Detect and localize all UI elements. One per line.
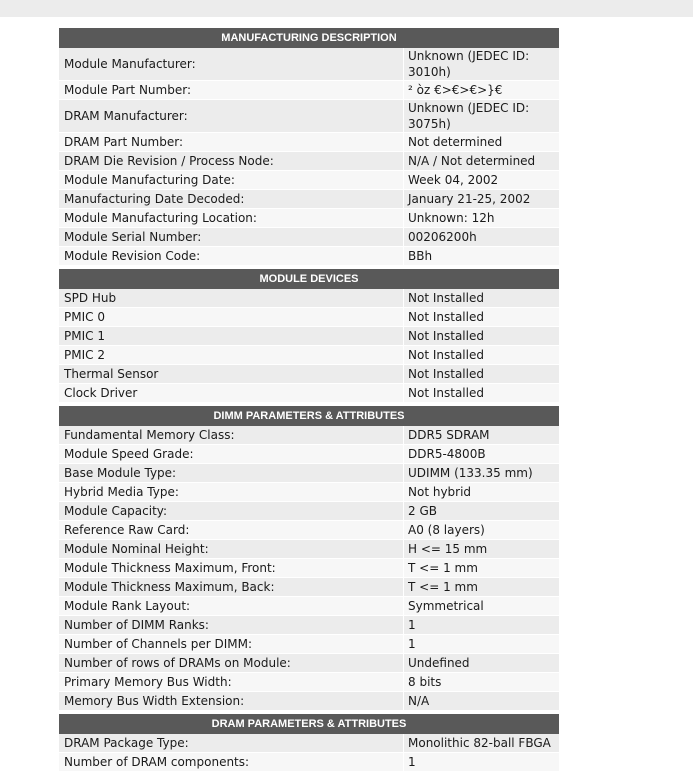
- row-label: PMIC 2: [59, 346, 404, 364]
- row-value: Symmetrical: [404, 597, 559, 615]
- row-label: DRAM Die Revision / Process Node:: [59, 152, 404, 170]
- row-label: PMIC 1: [59, 327, 404, 345]
- table-row: [59, 365, 559, 384]
- spd-report: [59, 27, 559, 774]
- table-row: [59, 171, 559, 190]
- row-value: H <= 15 mm: [404, 540, 559, 558]
- row-value: Not Installed: [404, 384, 559, 402]
- table-row: [59, 190, 559, 209]
- row-label: Module Part Number:: [59, 81, 404, 99]
- row-label: Number of rows of DRAMs on Module:: [59, 654, 404, 672]
- row-value: 1: [404, 753, 559, 771]
- row-label: Fundamental Memory Class:: [59, 426, 404, 444]
- row-label: Module Nominal Height:: [59, 540, 404, 558]
- row-label: Module Thickness Maximum, Back:: [59, 578, 404, 596]
- table-row: [59, 521, 559, 540]
- table-row: [59, 384, 559, 403]
- row-value: Week 04, 2002: [404, 171, 559, 189]
- row-value: Undefined: [404, 654, 559, 672]
- row-value: Not Installed: [404, 365, 559, 383]
- row-label: Primary Memory Bus Width:: [59, 673, 404, 691]
- section-header: MODULE DEVICES: [59, 268, 559, 289]
- table-row: [59, 209, 559, 228]
- row-label: Module Serial Number:: [59, 228, 404, 246]
- table-row: [59, 289, 559, 308]
- row-value: Not Installed: [404, 289, 559, 307]
- table-row: [59, 308, 559, 327]
- row-value: 00206200h: [404, 228, 559, 246]
- row-value: T <= 1 mm: [404, 559, 559, 577]
- top-bar: [0, 0, 693, 17]
- row-value: Not determined: [404, 133, 559, 151]
- section-module-devices: [59, 268, 559, 403]
- row-label: Module Manufacturer:: [59, 48, 404, 80]
- row-label: Reference Raw Card:: [59, 521, 404, 539]
- row-label: Number of DIMM Ranks:: [59, 616, 404, 634]
- row-label: DRAM Package Type:: [59, 734, 404, 752]
- row-label: Module Capacity:: [59, 502, 404, 520]
- table-row: [59, 464, 559, 483]
- table-row: [59, 81, 559, 100]
- row-value: 1: [404, 635, 559, 653]
- table-row: [59, 559, 559, 578]
- row-label: Manufacturing Date Decoded:: [59, 190, 404, 208]
- table-row: [59, 247, 559, 266]
- row-label: PMIC 0: [59, 308, 404, 326]
- table-row: [59, 753, 559, 772]
- row-value: 8 bits: [404, 673, 559, 691]
- row-label: SPD Hub: [59, 289, 404, 307]
- table-row: [59, 327, 559, 346]
- table-row: [59, 578, 559, 597]
- table-row: [59, 152, 559, 171]
- table-row: [59, 540, 559, 559]
- section-header: DIMM PARAMETERS & ATTRIBUTES: [59, 405, 559, 426]
- row-value: DDR5 SDRAM: [404, 426, 559, 444]
- row-value: T <= 1 mm: [404, 578, 559, 596]
- row-value: Unknown: 12h: [404, 209, 559, 227]
- table-row: [59, 502, 559, 521]
- table-row: [59, 100, 559, 133]
- section-header: DRAM PARAMETERS & ATTRIBUTES: [59, 713, 559, 734]
- row-label: Module Revision Code:: [59, 247, 404, 265]
- row-label: DRAM Manufacturer:: [59, 100, 404, 132]
- table-row: [59, 346, 559, 365]
- row-value: Monolithic 82-ball FBGA: [404, 734, 559, 752]
- row-label: Module Thickness Maximum, Front:: [59, 559, 404, 577]
- table-row: [59, 673, 559, 692]
- row-value: N/A: [404, 692, 559, 710]
- row-label: Module Manufacturing Date:: [59, 171, 404, 189]
- row-label: Number of Channels per DIMM:: [59, 635, 404, 653]
- table-row: [59, 616, 559, 635]
- table-row: [59, 692, 559, 711]
- row-value: UDIMM (133.35 mm): [404, 464, 559, 482]
- table-row: [59, 483, 559, 502]
- table-row: [59, 654, 559, 673]
- table-row: [59, 133, 559, 152]
- row-label: Base Module Type:: [59, 464, 404, 482]
- row-value: 1: [404, 616, 559, 634]
- row-label: Clock Driver: [59, 384, 404, 402]
- table-row: [59, 597, 559, 616]
- row-label: Module Speed Grade:: [59, 445, 404, 463]
- row-value: DDR5-4800B: [404, 445, 559, 463]
- row-value: Not Installed: [404, 327, 559, 345]
- table-row: [59, 228, 559, 247]
- table-row: [59, 734, 559, 753]
- table-row: [59, 445, 559, 464]
- row-label: Module Manufacturing Location:: [59, 209, 404, 227]
- table-row: [59, 426, 559, 445]
- section-dimm-parameters-attributes: [59, 405, 559, 711]
- row-value: Unknown (JEDEC ID: 3075h): [404, 100, 559, 132]
- table-row: [59, 635, 559, 654]
- row-label: Module Rank Layout:: [59, 597, 404, 615]
- table-row: [59, 48, 559, 81]
- row-value: A0 (8 layers): [404, 521, 559, 539]
- row-label: Memory Bus Width Extension:: [59, 692, 404, 710]
- row-value: January 21-25, 2002: [404, 190, 559, 208]
- section-manufacturing-description: [59, 27, 559, 266]
- row-value: Not Installed: [404, 346, 559, 364]
- section-dram-parameters-attributes: [59, 713, 559, 772]
- row-label: Thermal Sensor: [59, 365, 404, 383]
- row-value: N/A / Not determined: [404, 152, 559, 170]
- row-label: DRAM Part Number:: [59, 133, 404, 151]
- row-value: Unknown (JEDEC ID: 3010h): [404, 48, 559, 80]
- row-value: Not Installed: [404, 308, 559, 326]
- row-value: BBh: [404, 247, 559, 265]
- row-label: Number of DRAM components:: [59, 753, 404, 771]
- row-value: Not hybrid: [404, 483, 559, 501]
- row-value: 2 GB: [404, 502, 559, 520]
- row-value: ² òz €>€>€>}€: [404, 81, 559, 99]
- row-label: Hybrid Media Type:: [59, 483, 404, 501]
- section-header: MANUFACTURING DESCRIPTION: [59, 27, 559, 48]
